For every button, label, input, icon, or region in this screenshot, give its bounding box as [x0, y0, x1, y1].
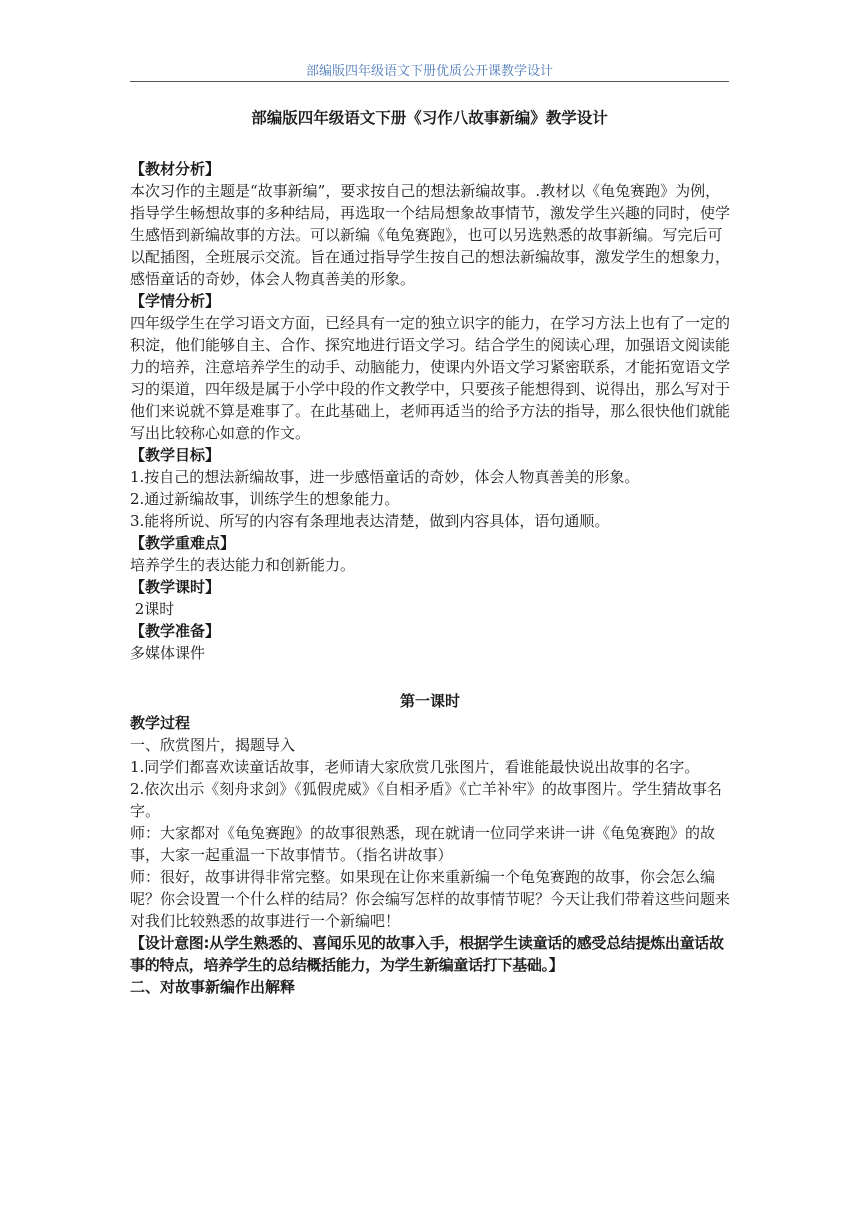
- student-heading: 【学情分析】: [130, 292, 221, 310]
- key-text: 培养学生的表达能力和创新能力。: [130, 556, 356, 574]
- header-divider: [130, 81, 729, 82]
- page-header: 部编版四年级语文下册优质公开课教学设计: [305, 64, 553, 79]
- document-body: [130, 158, 730, 998]
- student-text: 四年级学生在学习语文方面，已经具有一定的独立识字的能力，在学习方法上也有了一定的积淀，他们能够自主、合作、探究地进行语文学习。结合学生的阅读心理，加强语文阅读能力的培养，注意培养学生的动手、动脑能力，使课内外语文学习紧密联系，才能拓宽语文学习的渠道，四年级是属于小学中段的作文教学中，只要孩子能想得到、说得出，那么写对于他们来说就不算是难事了。在此基础上，老师再适当的给予方法的指导，那么很快他们就能写出比较称心如意的作文。: [130, 314, 731, 442]
- goal-item: 2.通过新编故事，训练学生的想象能力。: [130, 490, 400, 508]
- lesson-paragraph: 师：很好，故事讲得非常完整。如果现在让你来重新编一个龟兔赛跑的故事，你会怎么编呢？你会设置一个什么样的结局？你会编写怎样的故事情节呢？今天让我们带着这些问题来对我们比较熟悉的故事进行一个新编吧！: [130, 868, 731, 930]
- design-intent: 【设计意图:从学生熟悉的、喜闻乐见的故事入手，根据学生读童话的感受总结提炼出童话故事的特点，培养学生的总结概括能力，为学生新编童话打下基础。】: [130, 934, 724, 974]
- lesson-title: 第一课时: [399, 692, 460, 710]
- hours-heading: 【教学课时】: [130, 578, 221, 596]
- prep-heading: 【教学准备】: [130, 622, 221, 640]
- material-text: 本次习作的主题是“故事新编”，要求按自己的想法新编故事。.教材以《龟兔赛跑》为例，指导学生畅想故事的多种结局，再选取一个结局想象故事情节，激发学生兴趣的同时，使学生感悟到新编故事的方法。可以新编《龟兔赛跑》，也可以另选熟悉的故事新编。写完后可以配插图，全班展示交流。旨在通过指导学生按自己的想法新编故事，激发学生的想象力，感悟童话的奇妙，体会人物真善美的形象。: [130, 182, 731, 288]
- process-heading: 教学过程: [130, 714, 191, 732]
- material-heading: 【教材分析】: [130, 160, 221, 178]
- hours-text: 2课时: [130, 600, 175, 618]
- step-two-heading: 二、对故事新编作出解释: [130, 978, 296, 996]
- lesson-paragraph: 师：大家都对《龟兔赛跑》的故事很熟悉，现在就请一位同学来讲一讲《龟兔赛跑》的故事，大家一起重温一下故事情节。（指名讲故事）: [130, 824, 716, 864]
- lesson-paragraph: 2.依次出示《刻舟求剑》《狐假虎威》《自相矛盾》《亡羊补牢》的故事图片。学生猜故事名字。: [130, 780, 722, 820]
- key-heading: 【教学重难点】: [130, 534, 236, 552]
- step-one-heading: 一、欣赏图片，揭题导入: [130, 736, 296, 754]
- prep-text: 多媒体课件: [130, 644, 206, 662]
- goals-heading: 【教学目标】: [130, 446, 221, 464]
- lesson-paragraph: 1.同学们都喜欢读童话故事，老师请大家欣赏几张图片，看谁能最快说出故事的名字。: [130, 758, 700, 776]
- document-title: 部编版四年级语文下册《习作八故事新编》教学设计: [251, 109, 608, 127]
- goal-item: 3.能将所说、所写的内容有条理地表达清楚，做到内容具体，语句通顺。: [130, 512, 610, 530]
- goal-item: 1.按自己的想法新编故事，进一步感悟童话的奇妙，体会人物真善美的形象。: [130, 468, 640, 486]
